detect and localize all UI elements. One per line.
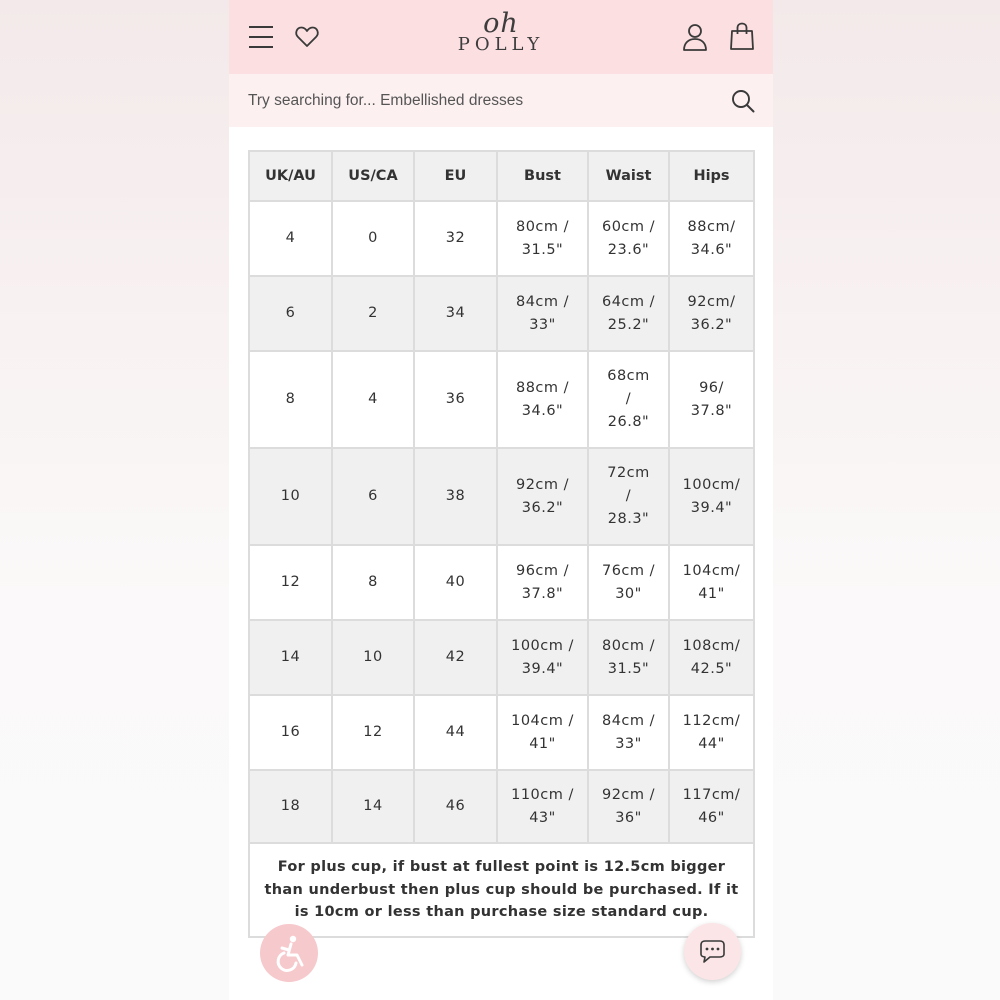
search-bar [229, 74, 773, 127]
cell-uk-au: 6 [249, 276, 332, 351]
search-icon[interactable] [731, 89, 755, 113]
cell-eu: 40 [414, 545, 497, 620]
cell-waist: 64cm / 25.2" [588, 276, 669, 351]
heart-icon[interactable] [294, 24, 320, 50]
cell-us-ca: 0 [332, 201, 414, 276]
bag-icon[interactable] [729, 22, 755, 50]
cell-us-ca: 8 [332, 545, 414, 620]
cell-uk-au: 18 [249, 770, 332, 843]
wheelchair-icon [260, 924, 318, 982]
accessibility-button[interactable] [260, 924, 318, 982]
cell-eu: 34 [414, 276, 497, 351]
header-bust: Bust [497, 151, 588, 201]
phone-screen [229, 0, 773, 1000]
cell-us-ca: 4 [332, 351, 414, 448]
cell-hips: 117cm/ 46" [669, 770, 754, 843]
cell-bust: 104cm / 41" [497, 695, 588, 770]
cell-waist: 76cm / 30" [588, 545, 669, 620]
cell-waist: 92cm / 36" [588, 770, 669, 843]
table-header-row [249, 151, 754, 201]
cell-hips: 96/ 37.8" [669, 351, 754, 448]
cell-bust: 96cm / 37.8" [497, 545, 588, 620]
cell-waist: 80cm / 31.5" [588, 620, 669, 695]
cell-eu: 32 [414, 201, 497, 276]
cell-bust: 84cm / 33" [497, 276, 588, 351]
cell-us-ca: 6 [332, 448, 414, 545]
cell-uk-au: 8 [249, 351, 332, 448]
chat-button[interactable] [684, 923, 741, 980]
cell-uk-au: 14 [249, 620, 332, 695]
cell-bust: 110cm / 43" [497, 770, 588, 843]
table-row [249, 620, 754, 695]
header-eu: EU [414, 151, 497, 201]
cell-bust: 100cm / 39.4" [497, 620, 588, 695]
search-input[interactable] [248, 88, 708, 114]
table-note-row [249, 843, 754, 937]
cell-bust: 80cm / 31.5" [497, 201, 588, 276]
cell-uk-au: 4 [249, 201, 332, 276]
cell-eu: 42 [414, 620, 497, 695]
table-row [249, 276, 754, 351]
cell-eu: 44 [414, 695, 497, 770]
cell-uk-au: 10 [249, 448, 332, 545]
logo-script-text: oh [483, 8, 519, 39]
table-row [249, 770, 754, 843]
cell-us-ca: 12 [332, 695, 414, 770]
header-us-ca: US/CA [332, 151, 414, 201]
cell-hips: 100cm/ 39.4" [669, 448, 754, 545]
cell-waist: 72cm / 28.3" [588, 448, 669, 545]
cell-hips: 108cm/ 42.5" [669, 620, 754, 695]
brand-logo[interactable] [451, 10, 551, 64]
cell-waist: 68cm / 26.8" [588, 351, 669, 448]
cell-hips: 92cm/ 36.2" [669, 276, 754, 351]
cell-eu: 38 [414, 448, 497, 545]
size-guide-table [248, 150, 755, 938]
user-icon[interactable] [682, 23, 708, 51]
cell-us-ca: 10 [332, 620, 414, 695]
top-navigation-bar [229, 0, 773, 74]
plus-cup-note: For plus cup, if bust at fullest point is 12.5cm bigger than underbust then plus cup should be purchased. If it is 10cm or less than purchase size standard cup. [249, 843, 754, 937]
table-row [249, 695, 754, 770]
table-row [249, 545, 754, 620]
cell-uk-au: 12 [249, 545, 332, 620]
cell-eu: 46 [414, 770, 497, 843]
table-row [249, 351, 754, 448]
cell-us-ca: 2 [332, 276, 414, 351]
menu-icon[interactable] [248, 24, 274, 50]
cell-hips: 112cm/ 44" [669, 695, 754, 770]
cell-uk-au: 16 [249, 695, 332, 770]
cell-hips: 104cm/ 41" [669, 545, 754, 620]
cell-waist: 60cm / 23.6" [588, 201, 669, 276]
cell-waist: 84cm / 33" [588, 695, 669, 770]
header-waist: Waist [588, 151, 669, 201]
header-uk-au: UK/AU [249, 151, 332, 201]
cell-eu: 36 [414, 351, 497, 448]
cell-bust: 88cm / 34.6" [497, 351, 588, 448]
cell-hips: 88cm/ 34.6" [669, 201, 754, 276]
chat-icon [684, 923, 741, 980]
cell-bust: 92cm / 36.2" [497, 448, 588, 545]
logo-wordmark: POLLY [457, 34, 545, 55]
cell-us-ca: 14 [332, 770, 414, 843]
header-hips: Hips [669, 151, 754, 201]
table-row [249, 448, 754, 545]
table-row [249, 201, 754, 276]
